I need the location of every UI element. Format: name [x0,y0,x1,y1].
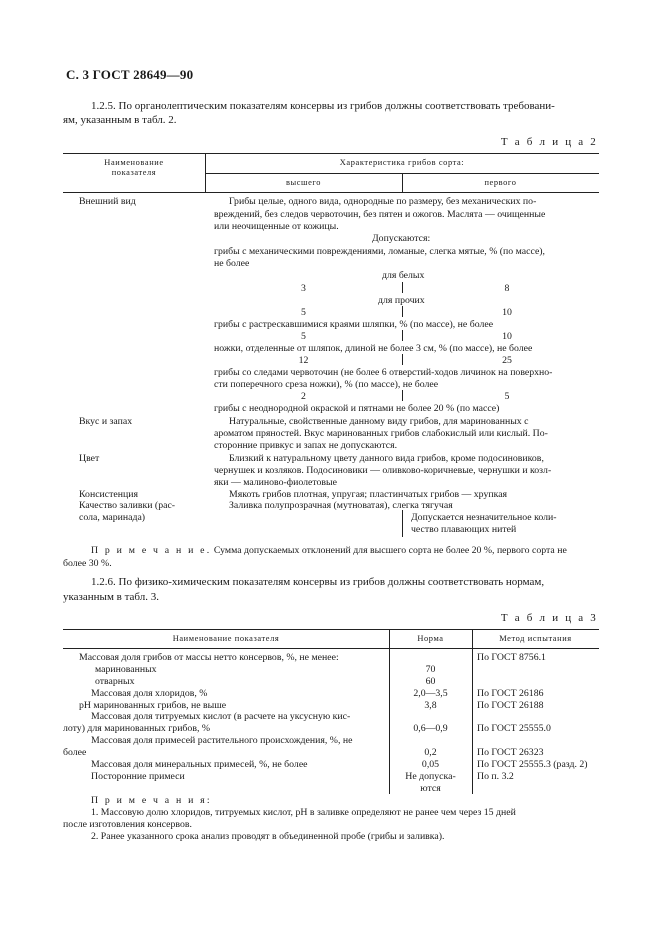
row-fill-name-2: сола, маринада) [79,512,146,523]
para-125-line-1: 1.2.5. По органолептическим показателям консервы из грибов должны соответствовать требовани- [91,100,555,112]
row-taste-name: Вкус и запах [79,416,133,427]
table3-row-6-name: лоту) для маринованных грибов, % [63,723,211,734]
table2-head-mid-rule [205,173,599,174]
table3-row-1-name: маринованных [95,664,157,675]
other-first-value: 10 [502,307,512,318]
fill-first-1: Допускается незначительное коли- [411,512,557,523]
colour-text-1: Близкий к натуральному цвету данного вида грибов, кроме подосиновиков, [229,453,544,464]
consistency-text: Мякоть грибов плотная, упругая; пластинчатых грибов — хрупкая [229,489,508,500]
appearance-damaged-2: не более [214,258,250,269]
white-first-value: 8 [504,283,510,294]
para-126-line-1: 1.2.6. По физико-химическим показателям консервы из грибов должны соответствовать нормам, [91,576,545,588]
row-fill-name-1: Качество заливки (рас- [79,500,176,511]
row-consistency-name: Консистенция [79,489,138,500]
table2-head-top-grade: высшего [285,178,322,187]
cracked-first-value: 10 [502,331,512,342]
appearance-damaged-1: грибы с механическими повреждениями, ломаные, слегка мятые, % (по массе), [214,246,546,257]
appearance-worm-1: грибы со следами червоточин (не более 6 отверстий-ходов личинок на поверхно- [214,367,553,378]
table2-head-col1-l1: Наименование [104,158,164,167]
table2-head-span: Характеристика грибов сорта: [339,158,465,167]
white-top-value: 3 [301,283,306,294]
stems-top-value: 12 [298,355,309,366]
table3-head-rule [63,648,599,649]
row-colour-name: Цвет [79,453,100,464]
table3-row-8-name: более [63,747,87,758]
table3-row-3-method: По ГОСТ 26186 [477,688,544,699]
appearance-stems: ножки, отделенные от шляпок, длиной не более 3 см, % (по массе), не более [214,343,533,354]
notes3-item-1-cont: после изготовления консервов. [63,819,192,830]
table3-row-5-name: Массовая доля титруемых кислот (в расчете на уксусную кис- [91,711,351,722]
table3-row-3-norm: 2,0—3,5 [413,688,448,699]
colour-text-3: яки — малиново-фиолетовые [214,477,337,488]
appearance-colour-defect: грибы с неоднородной окраской и пятнами не более 20 % (по массе) [214,403,500,414]
note2-line-2: более 30 %. [63,558,112,569]
table3-row-10-method: По п. 3.2 [477,771,514,782]
cracked-top-value: 5 [301,331,306,342]
table2-head-col1-l2: показателя [111,168,157,177]
colour-text-2: чернушек и козляков. Подосиновики — оливково-коричневые, чернушки и козл- [214,465,552,476]
row-appearance-name: Внешний вид [79,196,136,207]
stems-first-value: 25 [502,355,512,366]
worm-top-value: 2 [301,391,306,402]
table3-row-10-name: Посторонние примеси [91,771,185,782]
appearance-for-white: для белых [382,270,425,281]
table3-row-0-name: Массовая доля грибов от массы нетто консервов, %, не менее: [79,652,339,663]
notes3-label: П р и м е ч а н и я: [91,795,212,806]
taste-text-2: ароматом пряностей. Вкус маринованных грибов слабокислый или кислый. По- [214,428,548,439]
appearance-for-other: для прочих [378,295,425,306]
appearance-allowed: Допускаются: [372,233,431,244]
taste-text-1: Натуральные, свойственные данному виду грибов, для маринованных с [229,416,529,427]
table3-head-norm: Норма [417,634,444,643]
other-top-value: 5 [301,307,306,318]
fill-first-2: чество плавающих нитей [411,524,517,535]
taste-text-3: сторонние привкус и запах не допускаются. [214,440,398,451]
table3-row-1-norm: 70 [425,664,436,675]
appearance-text-3: или неочищенные от кожицы. [214,221,339,232]
notes3-item-2: 2. Ранее указанного срока анализ проводят в объединенной пробе (грибы и заливка). [91,831,445,842]
table3-row-8-norm: 0,2 [424,747,437,758]
table2-top-rule [63,153,599,154]
table3-head-method: Метод испытания [499,634,572,643]
table3-row-9-method: По ГОСТ 25555.3 (разд. 2) [477,759,588,770]
note2-line-1: П р и м е ч а н и е. Сумма допускаемых отклонений для высшего сорта не более 20 %, первого сорта не [91,545,567,556]
table3-top-rule [63,629,599,630]
table3-row-8-method: По ГОСТ 26323 [477,747,544,758]
table3-row-6-method: По ГОСТ 25555.0 [477,723,551,734]
table3-row-2-norm: 60 [425,676,436,687]
table2-head-bottom-rule [63,192,599,193]
table3-row-3-name: Массовая доля хлоридов, % [91,688,208,699]
table3-row-2-name: отварных [95,676,135,687]
appearance-worm-2: сти поперечного среза ножки), % (по массе), не более [214,379,439,390]
worm-first-value: 5 [504,391,510,402]
table2-head-first-grade: первого [484,178,517,187]
table3-row-4-norm: 3,8 [424,700,437,711]
notes3-item-1: 1. Массовую долю хлоридов, титруемых кислот, pH в заливке определяют не ранее чем через 15 дней [91,807,516,818]
table3-method-divider [472,648,473,794]
page-header: С. 3 ГОСТ 28649—90 [66,67,194,82]
para-126-line-2: указанным в табл. 3. [63,591,159,603]
table3-row-10-norm: Не допуска- [405,771,456,782]
table3-row-4-name: pH маринованных грибов, не выше [79,700,227,711]
appearance-cracked: грибы с растрескавшимися краями шляпки, % (по массе), не более [214,319,494,330]
table3-row-11-norm: ются [420,783,441,794]
para-125-line-2: ям, указанным в табл. 2. [63,114,177,126]
appearance-text-2: вреждений, без следов червоточин, без пятен и ожогов. Маслята — очищенные [214,209,546,220]
table3-row-6-norm: 0,6—0,9 [413,723,448,734]
table3-row-9-name: Массовая доля минеральных примесей, %, не более [91,759,308,770]
table3-row-0-method: По ГОСТ 8756.1 [477,652,546,663]
fill-text: Заливка полупрозрачная (мутноватая), слегка тягучая [229,500,453,511]
table3-row-4-method: По ГОСТ 26188 [477,700,544,711]
table3-caption: Т а б л и ц а 3 [500,612,598,624]
table3-row-7-name: Массовая доля примесей растительного происхождения, %, не [91,735,353,746]
table3-row-9-norm: 0,05 [421,759,440,770]
appearance-text-1: Грибы целые, одного вида, однородные по размеру, без механических по- [229,196,537,207]
table2-caption: Т а б л и ц а 2 [500,136,598,148]
table3-head-name: Наименование показателя [172,634,280,643]
